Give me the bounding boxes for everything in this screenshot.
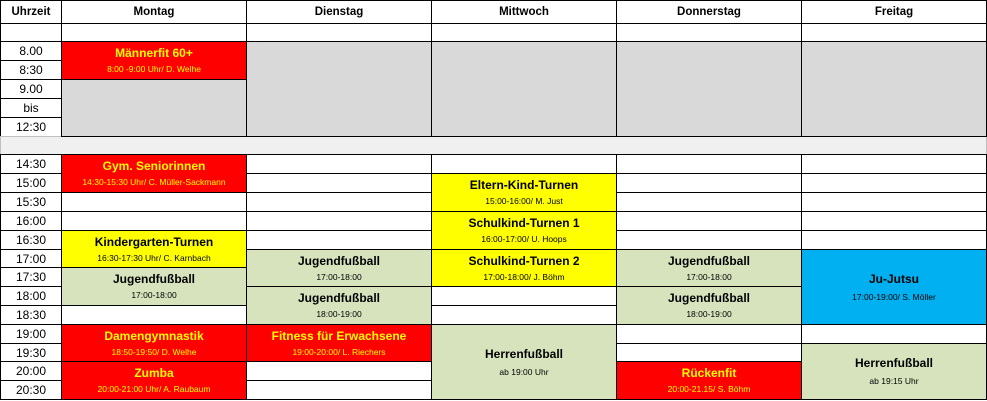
time-label: 15:30 xyxy=(0,192,62,212)
time-label: 9.00 xyxy=(0,79,62,99)
event-time-instructor: ab 19:00 Uhr xyxy=(499,366,549,377)
time-label: 17:30 xyxy=(0,267,62,287)
empty-slot xyxy=(801,173,987,193)
empty-slot xyxy=(431,154,617,174)
time-label: 20:30 xyxy=(0,380,62,400)
event-maennerfit xyxy=(61,41,247,80)
blank-cell xyxy=(246,23,432,42)
event-title: Jugendfußball xyxy=(113,272,195,286)
empty-slot xyxy=(616,173,802,193)
event-jugendfussball-di-2 xyxy=(246,286,432,325)
event-title: Herrenfußball xyxy=(484,346,563,361)
empty-slot xyxy=(616,154,802,174)
event-zumba xyxy=(61,361,247,400)
empty-slot xyxy=(616,211,802,231)
empty-slot xyxy=(246,173,432,193)
event-time-instructor: 20:00-21.15/ S. Böhm xyxy=(667,384,751,394)
empty-slot xyxy=(616,343,802,362)
event-time-instructor: 18:00-19:00 xyxy=(316,309,362,319)
event-rueckenfit xyxy=(616,361,802,400)
header-day-5: Freitag xyxy=(801,0,987,24)
event-title: Schulkind-Turnen 2 xyxy=(468,253,580,268)
empty-slot xyxy=(616,324,802,344)
event-time-instructor: 8:00 -9:00 Uhr/ D. Welhe xyxy=(107,64,201,74)
time-label: 8:30 xyxy=(0,60,62,80)
event-title: Fitness für Erwachsene xyxy=(271,328,407,343)
event-eltern-kind-turnen xyxy=(431,173,617,212)
blank-cell xyxy=(616,23,802,42)
event-title: Ju-Jutsu xyxy=(868,271,919,286)
event-title: Schulkind-Turnen 1 xyxy=(468,216,580,230)
event-herrenfussball-fr xyxy=(801,343,987,400)
event-time-instructor: 16:00-17:00/ U. Hoops xyxy=(481,234,567,244)
time-label: 17:00 xyxy=(0,249,62,268)
time-label: bis xyxy=(0,98,62,118)
empty-slot xyxy=(801,230,987,250)
empty-slot xyxy=(801,211,987,231)
unavailable-slot xyxy=(431,41,617,137)
empty-slot xyxy=(246,361,432,381)
time-label: 8.00 xyxy=(0,41,62,61)
empty-slot xyxy=(801,324,987,344)
event-title: Jugendfußball xyxy=(298,291,380,305)
event-time-instructor: 17:00-19:00/ S. Möller xyxy=(852,291,936,302)
event-title: Kindergarten-Turnen xyxy=(94,234,214,249)
event-title: Rückenfit xyxy=(681,366,737,380)
empty-slot xyxy=(616,230,802,250)
event-title: Jugendfußball xyxy=(298,253,380,268)
event-title: Zumba xyxy=(134,366,174,380)
time-label: 20:00 xyxy=(0,361,62,381)
event-time-instructor: 14:30-15:30 Uhr/ C. Müller-Sackmann xyxy=(82,177,226,187)
empty-slot xyxy=(61,192,247,212)
event-time-instructor: 16:30-17:30 Uhr/ C. Karnbach xyxy=(97,252,211,263)
empty-slot xyxy=(431,286,617,306)
header-day-1: Montag xyxy=(61,0,247,24)
event-title: Eltern-Kind-Turnen xyxy=(469,178,579,192)
event-jugendfussball-mo xyxy=(61,267,247,306)
empty-slot xyxy=(246,192,432,212)
header-uhrzeit: Uhrzeit xyxy=(0,0,62,24)
blank-cell xyxy=(61,23,247,42)
event-damengymnastik xyxy=(61,324,247,362)
event-time-instructor: 17:00-18:00/ J. Böhm xyxy=(483,271,565,282)
blank-cell xyxy=(0,23,62,42)
event-time-instructor: 18:50-19:50/ D. Welhe xyxy=(111,346,197,357)
event-ju-jutsu xyxy=(801,249,987,325)
unavailable-slot xyxy=(246,41,432,137)
time-label: 19:30 xyxy=(0,343,62,362)
event-jugendfussball-do-1 xyxy=(616,249,802,287)
midday-separator xyxy=(0,136,987,155)
event-time-instructor: ab 19:15 Uhr xyxy=(869,376,919,386)
unavailable-slot xyxy=(801,41,987,137)
empty-slot xyxy=(431,305,617,325)
event-time-instructor: 17:00-18:00 xyxy=(686,271,732,282)
event-time-instructor: 20:00-21:00 Uhr/ A. Raubaum xyxy=(97,384,211,394)
event-schulkind-turnen-2 xyxy=(431,249,617,287)
event-time-instructor: 18:00-19:00 xyxy=(686,309,732,319)
empty-slot xyxy=(616,192,802,212)
event-time-instructor: 15:00-16:00/ M. Just xyxy=(485,196,563,206)
event-fitness-erwachsene xyxy=(246,324,432,362)
time-label: 18:30 xyxy=(0,305,62,325)
event-title: Herrenfußball xyxy=(854,356,933,370)
event-schulkind-turnen-1 xyxy=(431,211,617,250)
event-title: Männerfit 60+ xyxy=(115,46,193,60)
unavailable-slot xyxy=(61,79,247,137)
event-title: Gym. Seniorinnen xyxy=(102,159,206,173)
unavailable-slot xyxy=(616,41,802,137)
blank-cell xyxy=(431,23,617,42)
time-label: 15:00 xyxy=(0,173,62,193)
blank-cell xyxy=(801,23,987,42)
header-day-4: Donnerstag xyxy=(616,0,802,24)
event-gym-seniorinnen xyxy=(61,154,247,193)
empty-slot xyxy=(246,230,432,250)
event-herrenfussball-mi xyxy=(431,324,617,400)
time-label: 16:30 xyxy=(0,230,62,250)
event-kindergarten-turnen xyxy=(61,230,247,268)
empty-slot xyxy=(801,192,987,212)
time-label: 18:00 xyxy=(0,286,62,306)
empty-slot xyxy=(801,154,987,174)
time-label: 12:30 xyxy=(0,117,62,137)
event-time-instructor: 17:00-18:00 xyxy=(316,271,362,282)
event-title: Jugendfußball xyxy=(668,253,750,268)
time-label: 19:00 xyxy=(0,324,62,344)
event-title: Damengymnastik xyxy=(104,328,204,343)
event-time-instructor: 19:00-20:00/ L. Riechers xyxy=(292,346,386,357)
header-day-2: Dienstag xyxy=(246,0,432,24)
event-jugendfussball-do-2 xyxy=(616,286,802,325)
time-label: 14:30 xyxy=(0,154,62,174)
empty-slot xyxy=(246,154,432,174)
event-jugendfussball-di-1 xyxy=(246,249,432,287)
empty-slot xyxy=(61,211,247,231)
empty-slot xyxy=(246,380,432,400)
time-label: 16:00 xyxy=(0,211,62,231)
empty-slot xyxy=(246,211,432,231)
header-day-3: Mittwoch xyxy=(431,0,617,24)
event-time-instructor: 17:00-18:00 xyxy=(131,290,177,300)
event-title: Jugendfußball xyxy=(668,291,750,305)
